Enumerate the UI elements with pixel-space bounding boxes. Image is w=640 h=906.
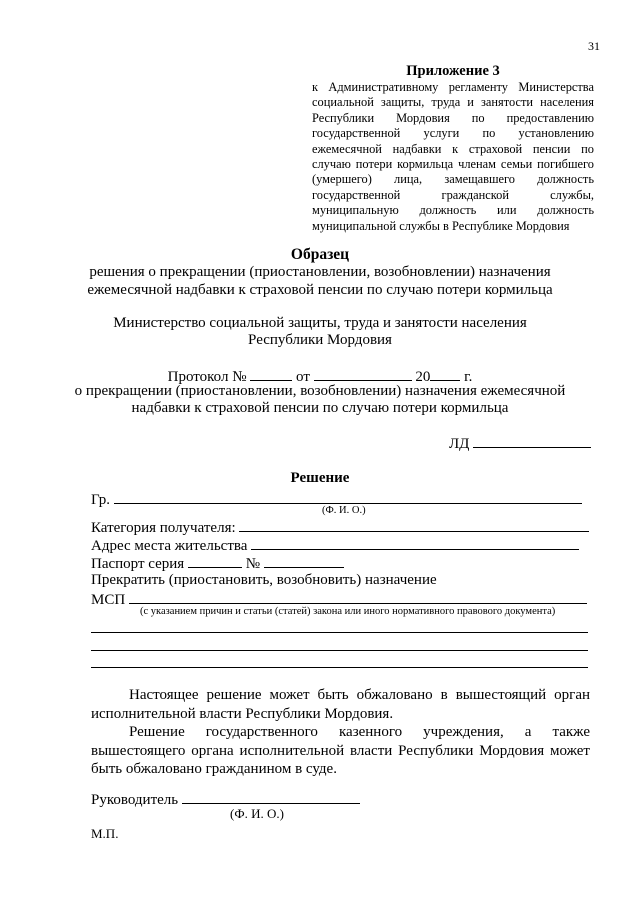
category-label: Категория получателя: bbox=[91, 520, 236, 536]
appendix-title: Приложение 3 bbox=[406, 63, 500, 79]
msp-field bbox=[129, 589, 587, 604]
appendix-text: к Административному регламенту Министерства социальной защиты, труда и занятости населения Республики Мордовия по предоставлению государственной услуги по установлению ежемесячной надбавки к страховой пенсии по случаю потери кормильца членам семьи погибшего (умершего) лица, замещавшего должность государственной гражданской службы, муниципальную должность или должность муниципальной службы в Республике Мордовия bbox=[312, 80, 594, 233]
passport-series-field bbox=[188, 553, 242, 568]
ministry-line-1: Министерство социальной защиты, труда и занятости населения bbox=[113, 315, 527, 331]
msp-reason-caption: (с указанием причин и статьи (статей) закона или иного нормативного правового документа) bbox=[140, 606, 556, 617]
sample-line-2: ежемесячной надбавки к страховой пенсии по случаю потери кормильца bbox=[87, 282, 553, 298]
blank-line-3 bbox=[91, 667, 588, 668]
blank-line-2 bbox=[91, 650, 588, 651]
head-label: Руководитель bbox=[91, 792, 179, 808]
protocol-subject-1: о прекращении (приостановлении, возобновлении) назначения ежемесячной bbox=[74, 383, 566, 399]
appeal-paragraph-1: Настоящее решение может быть обжаловано в вышестоящий орган исполнительной власти Республики Мордовия. bbox=[91, 687, 590, 722]
address-line bbox=[91, 535, 579, 555]
category-line bbox=[91, 517, 589, 537]
citizen-fio-caption: (Ф. И. О.) bbox=[322, 505, 366, 516]
protocol-year-field bbox=[430, 366, 460, 381]
passport-number-field bbox=[264, 553, 344, 568]
category-field bbox=[239, 517, 589, 532]
decision-title: Решение bbox=[290, 470, 350, 486]
head-signature-field bbox=[182, 789, 360, 804]
head-line bbox=[91, 789, 360, 809]
head-fio-caption: (Ф. И. О.) bbox=[230, 806, 284, 821]
action-line: Прекратить (приостановить, возобновить) назначение bbox=[91, 572, 437, 588]
ld-line bbox=[449, 433, 591, 453]
blank-line-1 bbox=[91, 632, 588, 633]
protocol-date-field bbox=[314, 366, 412, 381]
passport-label: Паспорт серия bbox=[91, 556, 185, 572]
stamp-label: М.П. bbox=[91, 826, 119, 841]
address-field bbox=[251, 535, 579, 550]
ld-field bbox=[473, 433, 591, 448]
page-number: 31 bbox=[588, 39, 600, 53]
passport-line bbox=[91, 553, 344, 573]
appeal-paragraph-2: Решение государственного казенного учреждения, а также вышестоящего органа исполнительной власти Республики Мордовия может быть обжаловано гражданином в суде. bbox=[91, 724, 590, 777]
citizen-field bbox=[114, 489, 582, 504]
sample-line-1: решения о прекращении (приостановлении, возобновлении) назначения bbox=[89, 264, 551, 280]
ministry-line-2: Республики Мордовия bbox=[248, 332, 392, 348]
address-label: Адрес места жительства bbox=[91, 538, 248, 554]
sample-title: Образец bbox=[290, 246, 350, 263]
protocol-year-suffix: г. bbox=[464, 369, 473, 385]
passport-number-label: № bbox=[245, 556, 261, 572]
protocol-label: Протокол № bbox=[167, 369, 247, 385]
citizen-label: Гр. bbox=[91, 492, 110, 508]
msp-label: МСП bbox=[91, 592, 126, 608]
ld-label: ЛД bbox=[449, 436, 470, 452]
protocol-year-prefix: 20 bbox=[415, 369, 431, 385]
protocol-subject-2: надбавки к страховой пенсии по случаю потери кормильца bbox=[131, 400, 509, 416]
protocol-from: от bbox=[296, 369, 310, 385]
protocol-number-field bbox=[250, 366, 292, 381]
